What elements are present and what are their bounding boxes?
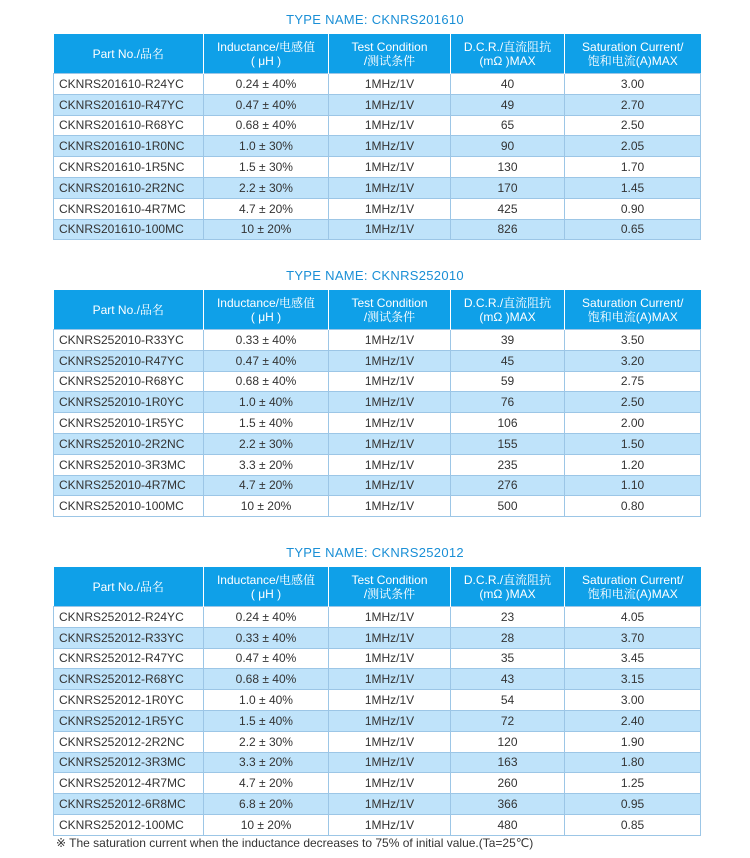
saturation-current-cell: 2.50 <box>565 115 701 136</box>
inductance-cell: 1.5 ± 40% <box>204 710 329 731</box>
saturation-current-cell: 3.50 <box>565 330 701 351</box>
inductance-cell: 0.24 ± 40% <box>204 74 329 95</box>
footnote: ※ The saturation current when the inductance decreases to 75% of initial value.(Ta=25℃) <box>56 836 534 850</box>
dcr-cell: 35 <box>451 648 565 669</box>
saturation-current-cell: 2.05 <box>565 136 701 157</box>
part-no-cell: CKNRS201610-100MC <box>54 219 204 240</box>
part-no-cell: CKNRS252010-R68YC <box>54 371 204 392</box>
table-row <box>54 475 701 496</box>
table-row <box>54 648 701 669</box>
dcr-cell: 106 <box>451 413 565 434</box>
saturation-current-cell: 1.45 <box>565 177 701 198</box>
dcr-cell: 65 <box>451 115 565 136</box>
inductance-cell: 1.5 ± 30% <box>204 157 329 178</box>
table-row <box>54 794 701 815</box>
inductance-cell: 2.2 ± 30% <box>204 177 329 198</box>
table-row <box>54 454 701 475</box>
saturation-current-cell: 3.00 <box>565 690 701 711</box>
part-no-cell: CKNRS252012-R68YC <box>54 669 204 690</box>
saturation-current-cell: 3.45 <box>565 648 701 669</box>
table-row <box>54 814 701 835</box>
part-no-cell: CKNRS252010-2R2NC <box>54 433 204 454</box>
inductance-cell: 4.7 ± 20% <box>204 198 329 219</box>
test-condition-cell: 1MHz/1V <box>329 371 451 392</box>
saturation-current-cell: 1.10 <box>565 475 701 496</box>
header-row <box>54 567 701 607</box>
table-row <box>54 627 701 648</box>
inductance-cell: 10 ± 20% <box>204 814 329 835</box>
part-no-cell: CKNRS201610-R47YC <box>54 94 204 115</box>
header-saturation-current: Saturation Current/ 饱和电流(A)MAX <box>565 567 701 607</box>
test-condition-cell: 1MHz/1V <box>329 198 451 219</box>
test-condition-cell: 1MHz/1V <box>329 627 451 648</box>
table-row <box>54 496 701 517</box>
table-body <box>54 607 701 836</box>
inductance-cell: 0.68 ± 40% <box>204 115 329 136</box>
saturation-current-cell: 2.50 <box>565 392 701 413</box>
inductance-cell: 10 ± 20% <box>204 496 329 517</box>
test-condition-cell: 1MHz/1V <box>329 731 451 752</box>
inductance-cell: 6.8 ± 20% <box>204 794 329 815</box>
inductance-cell: 0.68 ± 40% <box>204 669 329 690</box>
test-condition-cell: 1MHz/1V <box>329 814 451 835</box>
table-row <box>54 330 701 351</box>
header-saturation-current: Saturation Current/ 饱和电流(A)MAX <box>565 290 701 330</box>
saturation-current-cell: 0.90 <box>565 198 701 219</box>
inductance-cell: 0.24 ± 40% <box>204 607 329 628</box>
test-condition-cell: 1MHz/1V <box>329 392 451 413</box>
part-no-cell: CKNRS252010-R33YC <box>54 330 204 351</box>
dcr-cell: 163 <box>451 752 565 773</box>
saturation-current-cell: 0.85 <box>565 814 701 835</box>
dcr-cell: 120 <box>451 731 565 752</box>
table-row <box>54 690 701 711</box>
saturation-current-cell: 4.05 <box>565 607 701 628</box>
table-row <box>54 669 701 690</box>
part-no-cell: CKNRS201610-R24YC <box>54 74 204 95</box>
dcr-cell: 425 <box>451 198 565 219</box>
part-no-cell: CKNRS252012-4R7MC <box>54 773 204 794</box>
part-no-cell: CKNRS201610-2R2NC <box>54 177 204 198</box>
part-no-cell: CKNRS252012-6R8MC <box>54 794 204 815</box>
part-no-cell: CKNRS252012-1R5YC <box>54 710 204 731</box>
dcr-cell: 260 <box>451 773 565 794</box>
dcr-cell: 54 <box>451 690 565 711</box>
header-dcr: D.C.R./直流阻抗 (mΩ )MAX <box>451 567 565 607</box>
test-condition-cell: 1MHz/1V <box>329 177 451 198</box>
table-row <box>54 710 701 731</box>
test-condition-cell: 1MHz/1V <box>329 94 451 115</box>
table-row <box>54 433 701 454</box>
test-condition-cell: 1MHz/1V <box>329 773 451 794</box>
dcr-cell: 23 <box>451 607 565 628</box>
dcr-cell: 90 <box>451 136 565 157</box>
test-condition-cell: 1MHz/1V <box>329 648 451 669</box>
part-no-cell: CKNRS252010-1R0YC <box>54 392 204 413</box>
part-no-cell: CKNRS201610-1R5NC <box>54 157 204 178</box>
dcr-cell: 76 <box>451 392 565 413</box>
dcr-cell: 366 <box>451 794 565 815</box>
test-condition-cell: 1MHz/1V <box>329 752 451 773</box>
spec-table <box>53 567 701 836</box>
part-no-cell: CKNRS252010-100MC <box>54 496 204 517</box>
type-title: TYPE NAME: CKNRS252012 <box>286 545 464 560</box>
dcr-cell: 40 <box>451 74 565 95</box>
header-inductance: Inductance/电感值 ( μH ) <box>204 34 329 74</box>
dcr-cell: 276 <box>451 475 565 496</box>
header-dcr: D.C.R./直流阻抗 (mΩ )MAX <box>451 34 565 74</box>
test-condition-cell: 1MHz/1V <box>329 794 451 815</box>
spec-table <box>53 290 701 517</box>
dcr-cell: 155 <box>451 433 565 454</box>
header-part-no: Part No./品名 <box>54 290 204 330</box>
test-condition-cell: 1MHz/1V <box>329 219 451 240</box>
inductance-cell: 4.7 ± 20% <box>204 475 329 496</box>
saturation-current-cell: 3.20 <box>565 350 701 371</box>
dcr-cell: 826 <box>451 219 565 240</box>
dcr-cell: 43 <box>451 669 565 690</box>
table-row <box>54 136 701 157</box>
saturation-current-cell: 2.00 <box>565 413 701 434</box>
part-no-cell: CKNRS252010-R47YC <box>54 350 204 371</box>
table-row <box>54 94 701 115</box>
test-condition-cell: 1MHz/1V <box>329 157 451 178</box>
dcr-cell: 49 <box>451 94 565 115</box>
inductance-cell: 0.47 ± 40% <box>204 94 329 115</box>
header-part-no: Part No./品名 <box>54 567 204 607</box>
inductance-cell: 1.5 ± 40% <box>204 413 329 434</box>
table-row <box>54 157 701 178</box>
part-no-cell: CKNRS252012-R47YC <box>54 648 204 669</box>
dcr-cell: 480 <box>451 814 565 835</box>
header-test-condition: Test Condition /测试条件 <box>329 34 451 74</box>
inductance-cell: 0.47 ± 40% <box>204 350 329 371</box>
dcr-cell: 59 <box>451 371 565 392</box>
inductance-cell: 3.3 ± 20% <box>204 454 329 475</box>
saturation-current-cell: 1.90 <box>565 731 701 752</box>
saturation-current-cell: 3.70 <box>565 627 701 648</box>
saturation-current-cell: 1.25 <box>565 773 701 794</box>
inductance-cell: 2.2 ± 30% <box>204 433 329 454</box>
header-inductance: Inductance/电感值 ( μH ) <box>204 290 329 330</box>
table-row <box>54 74 701 95</box>
part-no-cell: CKNRS201610-R68YC <box>54 115 204 136</box>
type-title: TYPE NAME: CKNRS252010 <box>286 268 464 283</box>
dcr-cell: 28 <box>451 627 565 648</box>
part-no-cell: CKNRS252010-4R7MC <box>54 475 204 496</box>
test-condition-cell: 1MHz/1V <box>329 607 451 628</box>
part-no-cell: CKNRS252012-R24YC <box>54 607 204 628</box>
header-part-no: Part No./品名 <box>54 34 204 74</box>
part-no-cell: CKNRS252010-3R3MC <box>54 454 204 475</box>
test-condition-cell: 1MHz/1V <box>329 74 451 95</box>
part-no-cell: CKNRS252010-1R5YC <box>54 413 204 434</box>
saturation-current-cell: 1.20 <box>565 454 701 475</box>
part-no-cell: CKNRS252012-2R2NC <box>54 731 204 752</box>
inductance-cell: 3.3 ± 20% <box>204 752 329 773</box>
saturation-current-cell: 3.15 <box>565 669 701 690</box>
table-row <box>54 115 701 136</box>
saturation-current-cell: 0.80 <box>565 496 701 517</box>
saturation-current-cell: 0.95 <box>565 794 701 815</box>
table-row <box>54 198 701 219</box>
header-test-condition: Test Condition /测试条件 <box>329 290 451 330</box>
test-condition-cell: 1MHz/1V <box>329 330 451 351</box>
table-row <box>54 607 701 628</box>
table-row <box>54 752 701 773</box>
header-inductance: Inductance/电感值 ( μH ) <box>204 567 329 607</box>
test-condition-cell: 1MHz/1V <box>329 669 451 690</box>
part-no-cell: CKNRS201610-1R0NC <box>54 136 204 157</box>
inductance-cell: 0.33 ± 40% <box>204 330 329 351</box>
inductance-cell: 0.68 ± 40% <box>204 371 329 392</box>
saturation-current-cell: 2.75 <box>565 371 701 392</box>
saturation-current-cell: 1.70 <box>565 157 701 178</box>
test-condition-cell: 1MHz/1V <box>329 136 451 157</box>
dcr-cell: 39 <box>451 330 565 351</box>
dcr-cell: 130 <box>451 157 565 178</box>
inductance-cell: 2.2 ± 30% <box>204 731 329 752</box>
inductance-cell: 10 ± 20% <box>204 219 329 240</box>
header-dcr: D.C.R./直流阻抗 (mΩ )MAX <box>451 290 565 330</box>
saturation-current-cell: 3.00 <box>565 74 701 95</box>
type-title: TYPE NAME: CKNRS201610 <box>286 12 464 27</box>
test-condition-cell: 1MHz/1V <box>329 115 451 136</box>
part-no-cell: CKNRS252012-100MC <box>54 814 204 835</box>
saturation-current-cell: 1.80 <box>565 752 701 773</box>
test-condition-cell: 1MHz/1V <box>329 475 451 496</box>
table-body <box>54 330 701 517</box>
inductance-cell: 1.0 ± 30% <box>204 136 329 157</box>
test-condition-cell: 1MHz/1V <box>329 496 451 517</box>
test-condition-cell: 1MHz/1V <box>329 350 451 371</box>
test-condition-cell: 1MHz/1V <box>329 710 451 731</box>
part-no-cell: CKNRS252012-R33YC <box>54 627 204 648</box>
saturation-current-cell: 1.50 <box>565 433 701 454</box>
dcr-cell: 235 <box>451 454 565 475</box>
table-row <box>54 773 701 794</box>
header-row <box>54 290 701 330</box>
test-condition-cell: 1MHz/1V <box>329 413 451 434</box>
part-no-cell: CKNRS252012-1R0YC <box>54 690 204 711</box>
inductance-cell: 1.0 ± 40% <box>204 392 329 413</box>
inductance-cell: 1.0 ± 40% <box>204 690 329 711</box>
table-row <box>54 731 701 752</box>
table-row <box>54 350 701 371</box>
test-condition-cell: 1MHz/1V <box>329 454 451 475</box>
inductance-cell: 0.47 ± 40% <box>204 648 329 669</box>
saturation-current-cell: 2.70 <box>565 94 701 115</box>
part-no-cell: CKNRS252012-3R3MC <box>54 752 204 773</box>
header-test-condition: Test Condition /测试条件 <box>329 567 451 607</box>
dcr-cell: 45 <box>451 350 565 371</box>
part-no-cell: CKNRS201610-4R7MC <box>54 198 204 219</box>
table-row <box>54 371 701 392</box>
dcr-cell: 500 <box>451 496 565 517</box>
table-row <box>54 177 701 198</box>
header-row <box>54 34 701 74</box>
header-saturation-current: Saturation Current/ 饱和电流(A)MAX <box>565 34 701 74</box>
test-condition-cell: 1MHz/1V <box>329 690 451 711</box>
table-row <box>54 219 701 240</box>
saturation-current-cell: 2.40 <box>565 710 701 731</box>
spec-table <box>53 34 701 240</box>
table-row <box>54 392 701 413</box>
table-row <box>54 413 701 434</box>
dcr-cell: 72 <box>451 710 565 731</box>
inductance-cell: 4.7 ± 20% <box>204 773 329 794</box>
test-condition-cell: 1MHz/1V <box>329 433 451 454</box>
dcr-cell: 170 <box>451 177 565 198</box>
inductance-cell: 0.33 ± 40% <box>204 627 329 648</box>
table-body <box>54 74 701 240</box>
saturation-current-cell: 0.65 <box>565 219 701 240</box>
